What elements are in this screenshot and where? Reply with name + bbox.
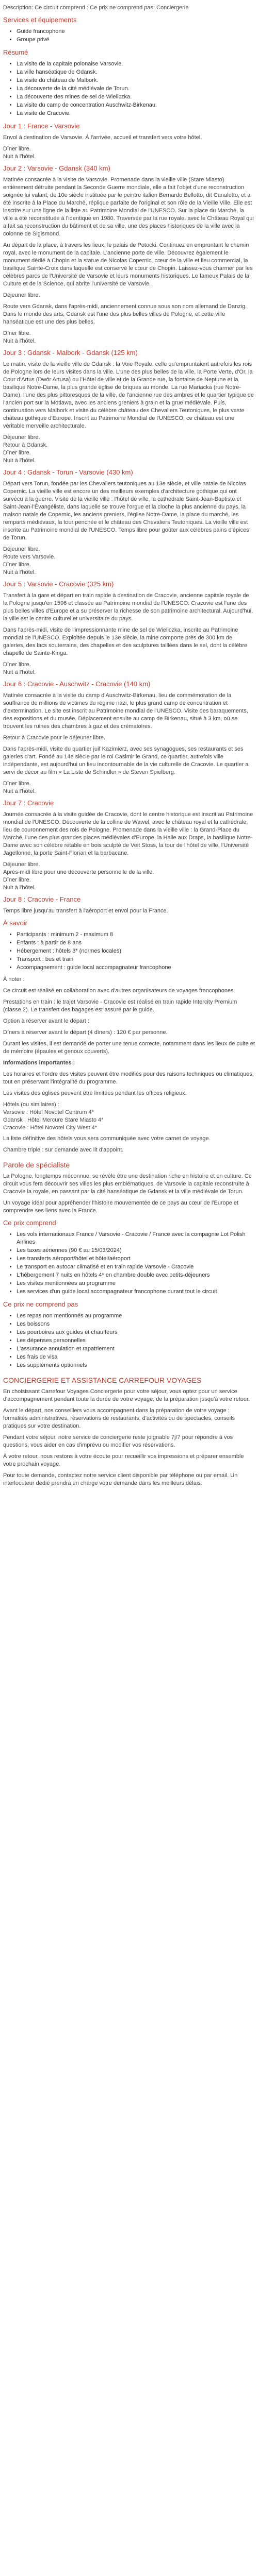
list-item: • L'assurance annulation et rapatriement <box>17 1345 255 1353</box>
day-paragraph: Dîner libre. <box>3 330 31 336</box>
day-paragraph: Nuit à l'hôtel. <box>3 885 36 891</box>
list-item: • Les taxes aériennes (90 € au 15/03/2024) <box>17 1247 255 1255</box>
includes-heading: Ce prix comprend <box>3 1219 56 1227</box>
day-paragraph: Nuit à l'hôtel. <box>3 669 36 675</box>
concierge-paragraph: En choisissant Carrefour Voyages Conciergerie pour votre séjour, vous optez pour un service d'accompagnement pendant toute la durée de votre voyage, de la préparation jusqu'à votre retour. <box>3 1388 250 1402</box>
day-paragraph: Temps libre jusqu'au transfert à l'aéroport et envol pour la France. <box>3 908 168 914</box>
note-paragraph: À noter : <box>3 976 25 982</box>
note-paragraph: Hôtels (ou similaires) : <box>3 1101 59 1108</box>
day-heading: Jour 7 : Cracovie <box>3 799 54 807</box>
list-item: • Les repas non mentionnés au programme <box>17 1312 255 1320</box>
day-paragraph: Dîner libre. <box>3 450 31 456</box>
day-paragraph: Nuit à l'hôtel. <box>3 569 36 575</box>
day-paragraph: Déjeuner libre. <box>3 861 40 868</box>
notes-list <box>3 931 255 972</box>
list-item: • Groupe privé <box>17 36 255 44</box>
excludes-list <box>3 1312 255 1369</box>
services-heading: Services et équipements <box>3 16 77 24</box>
concierge-paragraph: Avant le départ, nos conseillers vous accompagnent dans la préparation de votre voyage : formalités administratives, réservations de restaurants, d'activités ou de spectacles, conseils pratiques sur votre destination. <box>3 1408 235 1429</box>
day-paragraph: Retour à Gdansk. <box>3 442 48 448</box>
day-paragraph: Dîner libre. <box>3 146 31 152</box>
note-paragraph: Dîners à réserver avant le départ (4 dîners) : 120 € par personne. <box>3 1029 168 1036</box>
specialist-paragraph: Un voyage idéal pour appréhender l'histoire mouvementée de ce pays au cœur de l'Europe et comprendre ses liens avec la France. <box>3 1200 239 1214</box>
day-paragraph: Envol à destination de Varsovie. À l'arrivée, accueil et transfert vers votre hôtel. <box>3 134 202 141</box>
resume-heading: Résumé <box>3 48 28 56</box>
concierge-paragraph: Pour toute demande, contactez notre service client disponible par téléphone ou par email. Un interlocuteur dédié prendra en charge votre demande dans les meilleurs délais. <box>3 1472 238 1486</box>
day-heading: Jour 6 : Cracovie - Auschwitz - Cracovie (140 km) <box>3 680 151 688</box>
note-subheading: Informations importantes : <box>3 1060 75 1066</box>
list-item: • Les dépenses personnelles <box>17 1337 255 1345</box>
list-item: • Participants : minimum 2 - maximum 8 <box>17 931 255 939</box>
list-item: • Accompagnement : guide local accompagnateur francophone <box>17 964 255 972</box>
day-heading: Jour 8 : Cracovie - France <box>3 895 81 903</box>
day-paragraph: Retour à Cracovie pour le déjeuner libre. <box>3 735 106 741</box>
day-paragraph: Nuit à l'hôtel. <box>3 338 36 344</box>
day-paragraph: Dans l'après-midi, visite de l'impressionnante mine de sel de Wieliczka, inscrite au Patrimoine mondial de l'UNESCO. Exploitée depuis le 13e siècle, la mine comporte près de 300 km de galeries, des lacs souterrains, des chapelles et des sculptures taillées dans le sel, dont la célèbre chapelle de Sainte-Kinga. <box>3 627 248 656</box>
day-paragraph: Dîner libre. <box>3 781 31 787</box>
day-paragraph: Dans l'après-midi, visite du quartier juif Kazimierz, avec ses synagogues, ses restaurants et ses galeries d'art. Fondé au 14e siècle par le roi Casimir le Grand, ce quartier, autrefois ville indépendante, est aujourd'hui un lieu incontournable de la vie culturelle de Cracovie. Le quartier a servi de décor au film « La Liste de Schindler » de Steven Spielberg. <box>3 746 249 775</box>
concierge-paragraph: Pendant votre séjour, notre service de conciergerie reste joignable 7j/7 pour répondre à vos questions, vous aider en cas d'imprévu ou modifier vos réservations. <box>3 1434 233 1448</box>
list-item: • La découverte de la cité médiévale de Torun. <box>17 85 255 93</box>
day-paragraph: Transfert à la gare et départ en train rapide à destination de Cracovie, ancienne capitale royale de la Pologne jusqu'en 1596 et classée au Patrimoine mondial de l'UNESCO. Cracovie est l'une des plus belles villes d'Europe et a su préserver la richesse de son patrimoine architectural. Aujourd'hui, la ville est le centre culturel et universitaire du pays. <box>3 592 253 622</box>
note-paragraph: Varsovie : Hôtel Novotel Centrum 4* <box>3 1109 94 1115</box>
day-paragraph: Nuit à l'hôtel. <box>3 457 36 464</box>
list-item: • La visite de la capitale polonaise Varsovie. <box>17 60 255 68</box>
list-item: • Les pourboires aux guides et chauffeurs <box>17 1329 255 1336</box>
list-item: • La ville hanséatique de Gdansk. <box>17 69 255 76</box>
day-paragraph: Journée consacrée à la visite guidée de Cracovie, dont le centre historique est inscrit au Patrimoine mondial de l'UNESCO. Découverte de la colline de Wawel, avec le château royal et la cathédrale, lieu de couronnement des rois de Pologne. Promenade dans la vieille ville : la Grand-Place du Marché, l'une des plus grandes places médiévales d'Europe, la Halle aux Draps, la basilique Notre-Dame avec son célèbre retable en bois sculpté de Veit Stoss, la tour de l'hôtel de ville, l'Université Jagellonne, la porte Saint-Florian et la barbacane. <box>3 811 253 856</box>
list-item: • Transport : bus et train <box>17 956 255 963</box>
day-paragraph: Dîner libre. <box>3 662 31 668</box>
day-heading: Jour 1 : France - Varsovie <box>3 122 80 130</box>
day-paragraph: Nuit à l'hôtel. <box>3 788 36 794</box>
day-paragraph: Au départ de la place, à travers les lieux, le palais de Potocki. Continuez en empruntant le chemin royal, avec le monument de la capitale. L'ancienne porte de ville. Découvrez également le monument dédié à Chopin et la statue de Nicolas Copernic, cœur de la ville et lieu commercial, la basilique Sainte-Croix dans laquelle est conservé le cœur de Chopin. Laissez-vous charmer par les célèbres parcs de l'Université de Varsovie et leurs monuments historiques. Le fameux Palais de la Culture et de la Science, qui abrite l'université de Varsovie. <box>3 242 253 287</box>
intro-text: Description: Ce circuit comprend : Ce prix ne comprend pas: Conciergerie <box>3 5 189 11</box>
note-paragraph: Option à réserver avant le départ : <box>3 1018 89 1024</box>
specialist-paragraph: La Pologne, longtemps méconnue, se révèle être une destination riche en histoire et en culture. Ce circuit vous fera découvrir ses villes les plus emblématiques, de Varsovie la capitale reconstruite à Cracovie la royale, en passant par la cité hanséatique de Gdansk et la ville médiévale de Torun. <box>3 1173 252 1195</box>
note-paragraph: Cracovie : Hôtel Novotel City West 4* <box>3 1125 97 1131</box>
list-item: • Les services d'un guide local accompagnateur francophone durant tout le circuit <box>17 1288 255 1296</box>
day-paragraph: Le matin, visite de la vieille ville de Gdansk : la Voie Royale, celle qu'empruntaient autrefois les rois de Pologne lors de leurs visites dans la ville. L'une des plus belles de la ville, la Porte Verte, d'Or, la Cour d'Artus (Dwór Artusa) ou l'Hôtel de ville et de la Grande rue, la fontaine de Neptune et la basilique Notre-Dame, la plus grande église de briques au monde. La rue Mariacka (rue Notre-Dame), l'une des plus pittoresques de la ville, de l'ancienne rue des ambres et le quartier typique de l'ancien port sur la Motlawa, avec les anciens greniers à grain et la grue médiévale. Puis, continuation vers Malbork et visite du célèbre château des Chevaliers Teutoniques, le plus vaste château gothique d'Europe. Inscrit au Patrimoine Mondial de l'UNESCO, ce château est une véritable merveille architecturale. <box>3 361 254 429</box>
day-paragraph: Route vers Varsovie. <box>3 554 56 560</box>
note-paragraph: Les visites des églises peuvent être limitées pendant les offices religieux. <box>3 1090 187 1096</box>
day-paragraph: Matinée consacrée à la visite du camp d'Auschwitz-Birkenau, lieu de commémoration de la souffrance de millions de victimes du régime nazi, le plus grand camp de concentration et d'extermination. Le site est inscrit au Patrimoine mondial de l'UNESCO. Visite des baraquements, des expositions et du musée. Déplacement ensuite au camp de Birkenau, situé à 3 km, où se trouvent les ruines des chambres à gaz et des crématoires. <box>3 692 248 730</box>
note-paragraph: Ce circuit est réalisé en collaboration avec d'autres organisateurs de voyages francophones. <box>3 988 235 994</box>
day-paragraph: Déjeuner libre. <box>3 546 40 552</box>
list-item: • Les vols internationaux France / Varsovie - Cracovie / France avec la compagnie Lot Polish Airlines <box>17 1231 255 1246</box>
includes-list <box>3 1231 255 1296</box>
day-heading: Jour 3 : Gdansk - Malbork - Gdansk (125 km) <box>3 349 138 357</box>
day-heading: Jour 2 : Varsovie - Gdansk (340 km) <box>3 164 110 172</box>
list-item: • Enfants : à partir de 8 ans <box>17 939 255 947</box>
list-item: • La découverte des mines de sel de Wieliczka. <box>17 93 255 101</box>
list-item: • La visite de Cracovie. <box>17 110 255 117</box>
note-paragraph: Les horaires et l'ordre des visites peuvent être modifiés pour des raisons techniques ou climatiques, tout en préservant l'intégralité du programme. <box>3 1071 254 1085</box>
list-item: • Les suppléments optionnels <box>17 1362 255 1369</box>
resume-list <box>3 60 255 117</box>
day-paragraph: Déjeuner libre. <box>3 292 40 298</box>
note-paragraph: Chambre triple : sur demande avec lit d'appoint. <box>3 1147 124 1153</box>
list-item: • Les boissons <box>17 1320 255 1328</box>
notes-heading: À savoir <box>3 919 27 927</box>
day-paragraph: Déjeuner libre. <box>3 434 40 440</box>
list-item: • Les transferts aéroport/hôtel et hôtel/aéroport <box>17 1255 255 1263</box>
day-paragraph: Après-midi libre pour une découverte personnelle de la ville. <box>3 869 154 875</box>
day-paragraph: Dîner libre. <box>3 562 31 568</box>
note-paragraph: Prestations en train : le trajet Varsovie - Cracovie est réalisé en train rapide Intercity Premium (classe 2). Le transfert des bagages est assuré par le guide. <box>3 999 237 1013</box>
note-paragraph: La liste définitive des hôtels vous sera communiquée avec votre carnet de voyage. <box>3 1136 211 1142</box>
list-item: • Hébergement : hôtels 3* (normes locales) <box>17 947 255 955</box>
day-paragraph: Dîner libre. <box>3 877 31 883</box>
list-item: • Guide francophone <box>17 28 255 36</box>
list-item: • Les visites mentionnées au programme <box>17 1280 255 1287</box>
concierge-paragraph: À votre retour, nous restons à votre écoute pour recueillir vos impressions et préparer ensemble votre prochain voyage. <box>3 1453 244 1467</box>
day-paragraph: Matinée consacrée à la visite de Varsovie. Promenade dans la vieille ville (Stare Miasto) entièrement détruite pendant la Seconde Guerre mondiale, elle a fait l'objet d'une reconstruction soignée lui valant, de 10e siècle instituée par le peintre italien Bernardo Bellotto, dit Canaletto, et a été inscrite à la Place du Marché, réplique parfaite de l'original et son rôle de la Vieille Ville. Elle est inscrite sur une ligne de la liste au Patrimoine Mondial de l'UNESCO. Sur la place du Marché, la ville a été reconstituée à l'identique en 1980. Traversée par la rue royale, avec le Château Royal qui a fait sa reconstruction du bâtiment et de sa ville, une des places historiques de la ville avec la colonne de Sigismond. <box>3 177 254 237</box>
list-item: • La visite du camp de concentration Auschwitz-Birkenau. <box>17 101 255 109</box>
list-item: • Le transport en autocar climatisé et en train rapide Varsovie - Cracovie <box>17 1263 255 1271</box>
excludes-heading: Ce prix ne comprend pas <box>3 1300 78 1308</box>
list-item: • La visite du château de Malbork. <box>17 77 255 84</box>
day-paragraph: Nuit à l'hôtel. <box>3 154 36 160</box>
note-paragraph: Durant les visites, il est demandé de porter une tenue correcte, notamment dans les lieux de culte et de mémoire (épaules et genoux couverts). <box>3 1041 255 1055</box>
concierge-heading: CONCIERGERIE ET ASSISTANCE CARREFOUR VOYAGES <box>3 1376 202 1384</box>
services-list <box>3 28 255 44</box>
note-paragraph: Gdansk : Hôtel Mercure Stare Miasto 4* <box>3 1117 104 1123</box>
list-item: • Les frais de visa <box>17 1353 255 1361</box>
day-heading: Jour 4 : Gdansk - Torun - Varsovie (430 km) <box>3 468 133 476</box>
day-heading: Jour 5 : Varsovie - Cracovie (325 km) <box>3 580 114 588</box>
specialist-heading: Parole de spécialiste <box>3 1161 70 1169</box>
day-paragraph: Départ vers Torun, fondée par les Chevaliers teutoniques au 13e siècle, et ville natale de Nicolas Copernic. La vieille ville est encore un des meilleurs exemples d'architecture gothique qui ont survécu à la guerre. Visite de la vieille ville : l'hôtel de ville, la cathédrale Saint-Jean-Baptiste et Saint-Jean-l'Évangéliste, dans laquelle se trouve l'orgue et la cloche la plus ancienne du pays, la maison natale de Copernic, les anciens greniers, l'église Notre-Dame, la place du marché, les remparts médiévaux, la tour penchée et le château des Chevaliers Teutoniques. La vieille ville est inscrite au Patrimoine mondial de l'UNESCO. Temps libre pour goûter aux célèbres pains d'épices de Torun. <box>3 481 249 541</box>
day-paragraph: Route vers Gdansk, dans l'après-midi, anciennement connue sous son nom allemand de Danzig. Dans le monde des arts, Gdansk est l'une des plus belles villes de Pologne, et cette ville hanséatique est une des plus belles. <box>3 303 247 325</box>
list-item: • L'hébergement 7 nuits en hôtels 4* en chambre double avec petits-déjeuners <box>17 1272 255 1279</box>
